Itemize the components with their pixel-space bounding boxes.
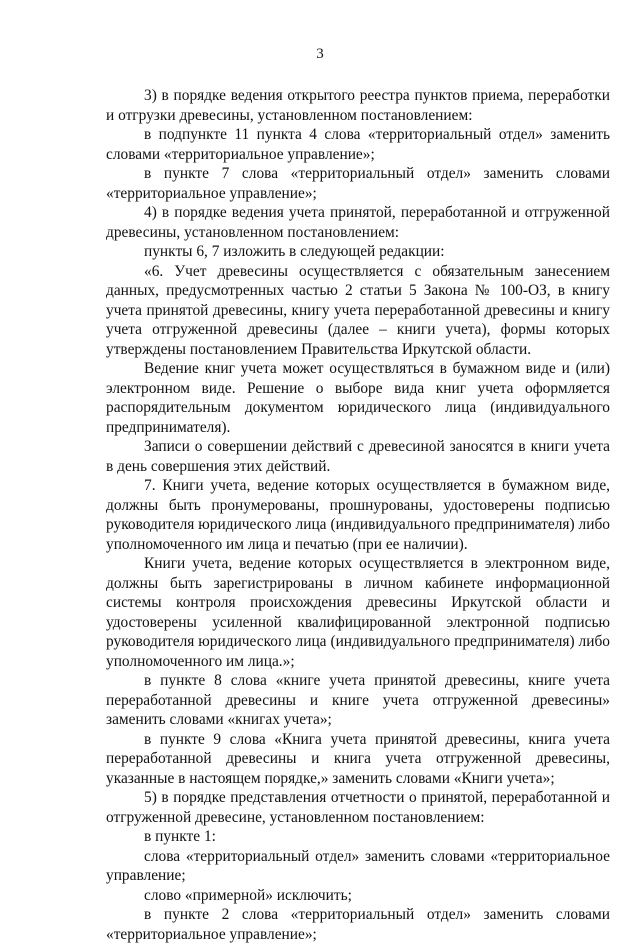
page-number: 3 [316, 46, 324, 62]
paragraph: 4) в порядке ведения учета принятой, переработанной и отгруженной древесины, установленном постановлением: [106, 204, 610, 241]
paragraph: в пункте 2 слова «территориальный отдел» заменить словами «территориальное управление»; [106, 906, 610, 943]
paragraph: слова «территориальный отдел» заменить словами «территориальное управление; [106, 847, 610, 884]
paragraph: Записи о совершении действий с древесиной заносятся в книги учета в день совершения этих действий. [106, 438, 610, 475]
paragraph: «6. Учет древесины осуществляется с обязательным занесением данных, предусмотренных частью 2 статьи 5 Закона № 100-ОЗ, в книгу учета принятой древесины, книгу учета переработанной древесины и книгу учета отгруженной древесины (далее – книги учета), формы которых утверждены постановлением Правительства Иркутской области. [106, 262, 610, 358]
paragraph: 3) в порядке ведения открытого реестра пунктов приема, переработки и отгрузки древесины, установленном постановлением: [106, 87, 610, 124]
paragraph: слово «примерной» исключить; [144, 886, 352, 904]
paragraph: пункты 6, 7 изложить в следующей редакции: [144, 243, 445, 260]
paragraph: Ведение книг учета может осуществляться в бумажном виде и (или) электронном виде. Решение о выборе вида книг учета оформляется распорядительным документом юридического лица (индивидуального предпринимателя). [106, 360, 610, 436]
paragraph: в пункте 1: [144, 828, 216, 845]
paragraph: в пункте 8 слова «книге учета принятой древесины, книге учета переработанной древесины и книге учета отгруженной древесины» заменить словами «книгах учета»; [106, 672, 610, 728]
paragraph: в пункте 7 слова «территориальный отдел» заменить словами «территориальное управление»; [106, 165, 610, 202]
paragraph: 5) в порядке представления отчетности о принятой, переработанной и отгруженной древесине, установленном постановлением: [106, 789, 610, 826]
paragraph: 7. Книги учета, ведение которых осуществляется в бумажном виде, должны быть пронумерованы, прошнурованы, удостоверены подписью руководителя юридического лица (индивидуального предпринимателя) либо уполномоченного им лица и печатью (при ее наличии). [106, 477, 610, 553]
document-body [106, 86, 610, 944]
paragraph: в пункте 9 слова «Книга учета принятой древесины, книга учета переработанной древесины и книга учета отгруженной древесины, указанные в настоящем порядке,» заменить словами «Книги учета»; [106, 730, 610, 787]
paragraph: Книги учета, ведение которых осуществляется в электронном виде, должны быть зарегистрированы в личном кабинете информационной системы контроля происхождения древесины Иркутской области и удостоверены усиленной квалифицированной электронной подписью руководителя юридического лица (индивидуального предпринимателя) либо уполномоченного им лица.»; [106, 555, 610, 670]
paragraph: в подпункте 11 пункта 4 слова «территориальный отдел» заменить словами «территориальное управление»; [106, 126, 610, 163]
